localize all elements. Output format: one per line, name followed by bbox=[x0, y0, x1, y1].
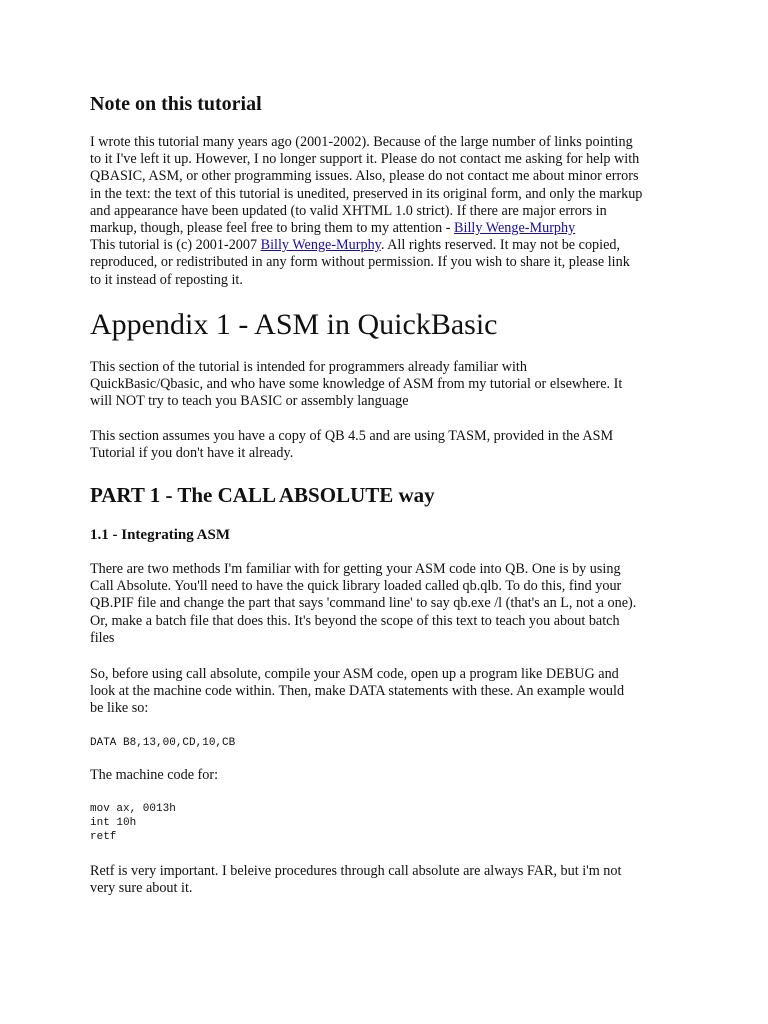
text-line: There are two methods I'm familiar with for getting your ASM code into QB. One is by using bbox=[90, 561, 621, 577]
text-line: So, before using call absolute, compile your ASM code, open up a program like DEBUG and bbox=[90, 666, 619, 682]
machine-code-label bbox=[90, 767, 690, 784]
asm-code-block: mov ax, 0013h int 10h retf bbox=[90, 803, 176, 843]
text-line: be like so: bbox=[90, 700, 149, 717]
text-line: in the text: the text of this tutorial is unedited, preserved in its original form, and only the markup bbox=[90, 185, 643, 202]
text-line: The machine code for: bbox=[90, 767, 219, 783]
text-line: This section assumes you have a copy of QB 4.5 and are using TASM, provided in the ASM bbox=[90, 428, 614, 444]
author-link[interactable]: Billy Wenge-Murphy bbox=[454, 220, 576, 237]
text-segment: This tutorial is (c) 2001-2007 bbox=[90, 237, 261, 254]
section-title: 1.1 - Integrating ASM bbox=[90, 527, 230, 543]
text-line: files bbox=[90, 629, 115, 646]
part-title: PART 1 - The CALL ABSOLUTE way bbox=[90, 483, 435, 507]
appendix-intro-paragraph bbox=[90, 359, 690, 411]
author-link-copyright[interactable]: Billy Wenge-Murphy bbox=[260, 237, 381, 254]
text-line: reproduced, or redistributed in any form without permission. If you wish to share it, please link bbox=[90, 254, 630, 271]
text-line: will NOT try to teach you BASIC or assembly language bbox=[90, 393, 409, 410]
methods-paragraph bbox=[90, 561, 690, 647]
text-line: and appearance have been updated (to valid XHTML 1.0 strict). If there are major errors in bbox=[90, 202, 607, 219]
retf-paragraph bbox=[90, 863, 690, 897]
text-line: very sure about it. bbox=[90, 880, 193, 897]
text-line: This section of the tutorial is intended for programmers already familiar with bbox=[90, 359, 527, 375]
note-title: Note on this tutorial bbox=[90, 93, 262, 115]
text-line: Call Absolute. You'll need to have the quick library loaded called qb.qlb. To do this, find your bbox=[90, 578, 622, 595]
text-segment: . All rights reserved. It may not be copied, bbox=[380, 237, 621, 254]
text-line bbox=[90, 237, 690, 254]
text-line: Tutorial if you don't have it already. bbox=[90, 445, 294, 462]
text-line: I wrote this tutorial many years ago (2001-2002). Because of the large number of links pointing bbox=[90, 134, 633, 150]
text-line: look at the machine code within. Then, make DATA statements with these. An example would bbox=[90, 683, 625, 700]
text-line: Retf is very important. I beleive procedures through call absolute are always FAR, but i'm not bbox=[90, 863, 622, 879]
note-paragraph bbox=[90, 134, 690, 289]
text-line: to it instead of reposting it. bbox=[90, 271, 243, 288]
text-line: QuickBasic/Qbasic, and who have some knowledge of ASM from my tutorial or elsewhere. It bbox=[90, 376, 623, 393]
appendix-title: Appendix 1 - ASM in QuickBasic bbox=[90, 308, 498, 341]
compile-paragraph bbox=[90, 666, 690, 718]
appendix-assume-paragraph bbox=[90, 428, 690, 462]
text-line: Or, make a batch file that does this. It's beyond the scope of this text to teach you about batch bbox=[90, 612, 620, 629]
text-line bbox=[90, 220, 690, 237]
text-line: QBASIC, ASM, or other programming issues. Also, please do not contact me about minor errors bbox=[90, 168, 639, 185]
text-line: to it I've left it up. However, I no longer support it. Please do not contact me asking for help with bbox=[90, 151, 640, 168]
text-segment: markup, though, please feel free to bring them to my attention - bbox=[90, 220, 455, 237]
data-code-block: DATA B8,13,00,CD,10,CB bbox=[90, 737, 236, 749]
text-line: QB.PIF file and change the part that says 'command line' to say qb.exe /l (that's an L, not a one). bbox=[90, 595, 637, 612]
